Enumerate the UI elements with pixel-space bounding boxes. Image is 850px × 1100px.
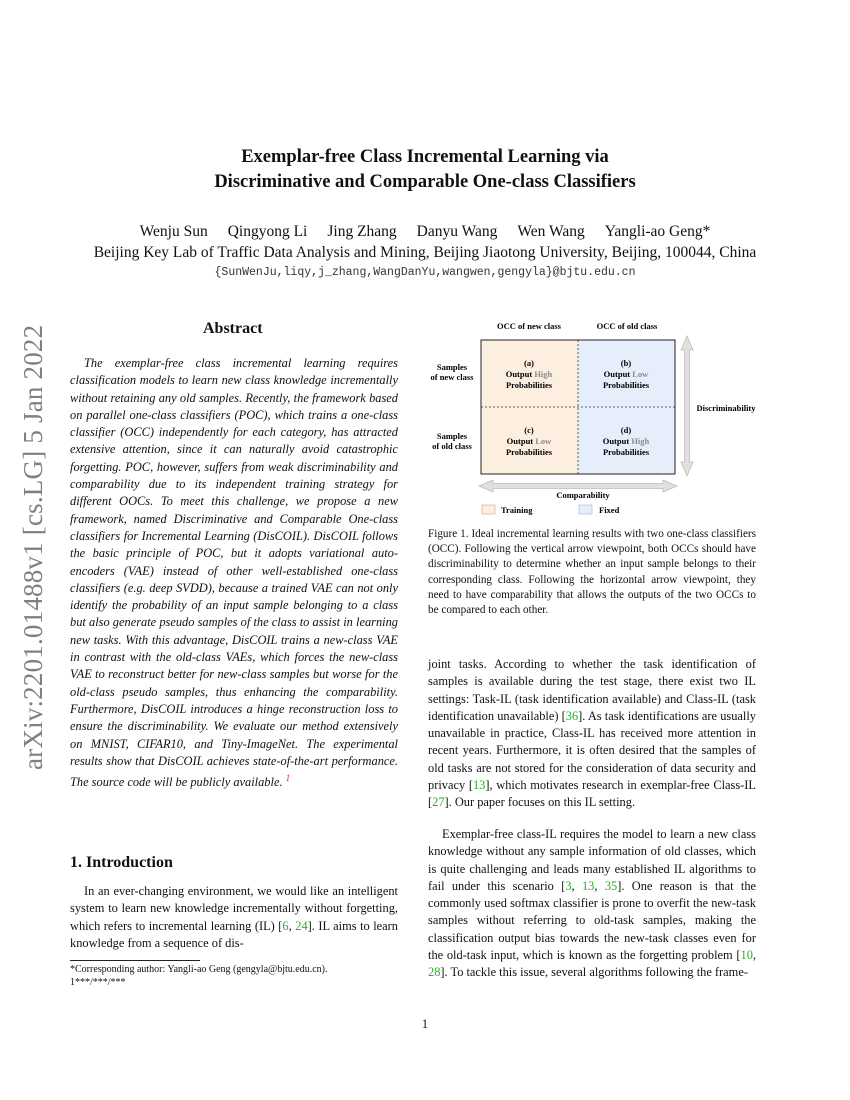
cell-output-line	[603, 436, 650, 446]
cell-tag: (a)	[524, 358, 534, 368]
text-run: Output	[603, 369, 633, 379]
text-run: ,	[752, 948, 756, 963]
cell-output-line	[506, 369, 553, 379]
author: Danyu Wang	[416, 223, 498, 240]
cell-probabilities: Probabilities	[505, 447, 553, 457]
comparability-label: Comparability	[556, 490, 610, 500]
citation-link[interactable]: 27	[432, 795, 445, 810]
author: Yangli-ao Geng*	[604, 223, 711, 240]
text-run: ], which motivates research in exemplar-free Class-IL [	[428, 778, 756, 810]
author-list	[0, 222, 850, 242]
text-run: Output	[505, 369, 535, 379]
level-word: High	[534, 369, 553, 379]
discriminability-label: Discriminability	[696, 403, 756, 413]
column-header-old: OCC of old class	[596, 321, 658, 331]
cell-probabilities: Probabilities	[602, 380, 650, 390]
text-run: ]. As task identifications are usually unavailable in practice, Class-IL has received more attention in recent years. Furthermore, it is often desired that the samples of old tasks are not stored for the consideration of data security and privacy [	[428, 708, 757, 793]
row-label-old-1: Samples	[436, 431, 468, 441]
arxiv-identifier: arXiv:2201.01488v1 [cs.LG] 5 Jan 2022	[18, 324, 48, 770]
paper-title	[0, 145, 850, 195]
text-run: In an ever-changing environment, we would like an intelligent system to learn new knowledge incrementally without forgetting, which refers to incremental learning (IL) [	[70, 884, 398, 933]
cell-probabilities: Probabilities	[602, 447, 650, 457]
author: Wen Wang	[517, 223, 585, 240]
citation-link[interactable]: 13	[472, 778, 486, 793]
citation-link[interactable]: 6	[282, 918, 289, 933]
text-run: Exemplar-free class-IL requires the model to learn a new class knowledge without any sample information of old classes, which is quite challenging and leads many established IL algorithms to fail under this scenario [	[428, 827, 756, 893]
level-word: Low	[632, 369, 649, 379]
right-paragraph-1	[428, 656, 756, 812]
text-run: Output	[506, 436, 536, 446]
introduction-heading: 1. Introduction	[70, 854, 173, 871]
legend-fixed-swatch	[579, 505, 592, 514]
citation-link[interactable]: 35	[604, 878, 618, 893]
cell-tag: (d)	[620, 425, 632, 435]
affiliation: Beijing Key Lab of Traffic Data Analysis and Mining, Beijing Jiaotong University, Beijing, 100044, China	[93, 244, 757, 261]
citation-link[interactable]: 10	[740, 948, 753, 963]
author: Qingyong Li	[227, 223, 308, 240]
abstract-heading: Abstract	[203, 320, 263, 337]
level-word: Low	[535, 436, 552, 446]
citation-link[interactable]: 3	[565, 878, 572, 893]
citation-link[interactable]: 24	[295, 918, 308, 933]
text-run: ,	[288, 918, 296, 933]
text-run: Output	[602, 436, 632, 446]
title-line-1: Exemplar-free Class Incremental Learning via	[241, 147, 609, 167]
cell-probabilities: Probabilities	[505, 380, 553, 390]
citation-link[interactable]: 36	[565, 708, 579, 723]
cell-tag: (b)	[620, 358, 632, 368]
text-run: joint tasks. According to whether the task identification of samples is available during the test stage, there exist two IL settings: Task-IL (task identification available) and Class-IL (task identification unavailable) [	[428, 657, 756, 723]
author: Wenju Sun	[139, 223, 208, 240]
citation-link[interactable]: 28	[428, 965, 441, 980]
cell-output-line	[507, 436, 553, 446]
column-header-new: OCC of new class	[497, 321, 561, 331]
footnote-rule	[70, 960, 200, 961]
figure-1-caption: Figure 1. Ideal incremental learning results with two one-class classifiers (OCC). Following the vertical arrow viewpoint, both OCCs should have discriminability to determine whether an input sample belongs to their corresponding class. Following the horizontal arrow viewpoint, they need to have comparability that allows the outputs of the two OCCs to be compared to each other.	[428, 528, 756, 617]
email-addresses: {SunWenJu,liqy,j_zhang,WangDanYu,wangwen,gengyla}@bjtu.edu.cn	[214, 266, 636, 279]
right-paragraph-2	[428, 826, 756, 982]
footnote-corresponding-author: *Corresponding author: Yangli-ao Geng (gengyla@bjtu.edu.cn).	[70, 964, 328, 975]
legend-training-swatch	[482, 505, 495, 514]
text-run: ,	[594, 878, 605, 893]
text-run: ]. IL aims to learn knowledge from a sequence of dis-	[70, 918, 398, 950]
row-label-new-2: of new class	[430, 372, 474, 382]
text-run: ,	[571, 878, 582, 893]
abstract-body	[70, 355, 398, 792]
legend-training-label: Training	[501, 505, 533, 515]
cell-tag: (c)	[524, 425, 534, 435]
footnote-url: 1***/***/***	[70, 977, 126, 988]
author: Jing Zhang	[327, 223, 397, 240]
text-run: ]. To tackle this issue, several algorithms following the frame-	[440, 965, 748, 980]
intro-paragraph	[70, 883, 398, 952]
discriminability-arrow	[681, 336, 693, 476]
figure-1	[425, 316, 760, 521]
level-word: High	[631, 436, 650, 446]
abstract-text: The exemplar-free class incremental learning requires classification models to learn new class knowledge incrementally without retaining any old samples. Recently, the framework based on parallel one-class classifiers (POC), which trains a one-class classifier (OCC) independently for each category, has attracted extensive attention, since it can naturally avoid catastrophic forgetting. POC, however, suffers from weak discriminability and comparability due to its independent training strategy for different OOCs. To meet this challenge, we propose a new framework, named Discriminative and Comparable One-class classifiers for Incremental Learning (DisCOIL). DisCOIL follows the basic principle of POC, but it adopts variational auto-encoders (VAE) instead of other well-established one-class classifiers (e.g. deep SVDD), because a trained VAE can not only identify the probability of an input sample belonging to a class but also generate pseudo samples of the class to assist in learning new tasks. With this advantage, DisCOIL trains a new-class VAE in contrast with the old-class VAEs, which forces the new-class VAE to reconstruct better for new-class samples but worse for the old-class pseudo samples, thus enhancing the comparability. Furthermore, DisCOIL introduces a hinge reconstruction loss to ensure the discriminability. We evaluate our method extensively on MNIST, CIFAR10, and Tiny-ImageNet. The experimental results show that DisCOIL achieves state-of-the-art performance. The source code will be publicly available.	[70, 356, 398, 790]
footnote-marker[interactable]: 1	[285, 773, 291, 784]
title-line-2: Discriminative and Comparable One-class Classifiers	[214, 172, 636, 192]
text-run: ]. One reason is that the commonly used softmax classifier is prone to overfit the new-task samples without referring to old-task samples, making the classification output bias towards the new-task classes even for the old-task input, which is known as the forgetting problem [	[428, 878, 757, 963]
citation-link[interactable]: 13	[581, 878, 595, 893]
cell-output-line	[604, 369, 650, 379]
legend-fixed-label: Fixed	[599, 505, 620, 515]
row-label-old-2: of old class	[432, 441, 472, 451]
row-label-new-1: Samples	[436, 362, 468, 372]
page-number: 1	[421, 1017, 429, 1031]
text-run: ]. Our paper focuses on this IL setting.	[444, 795, 636, 810]
